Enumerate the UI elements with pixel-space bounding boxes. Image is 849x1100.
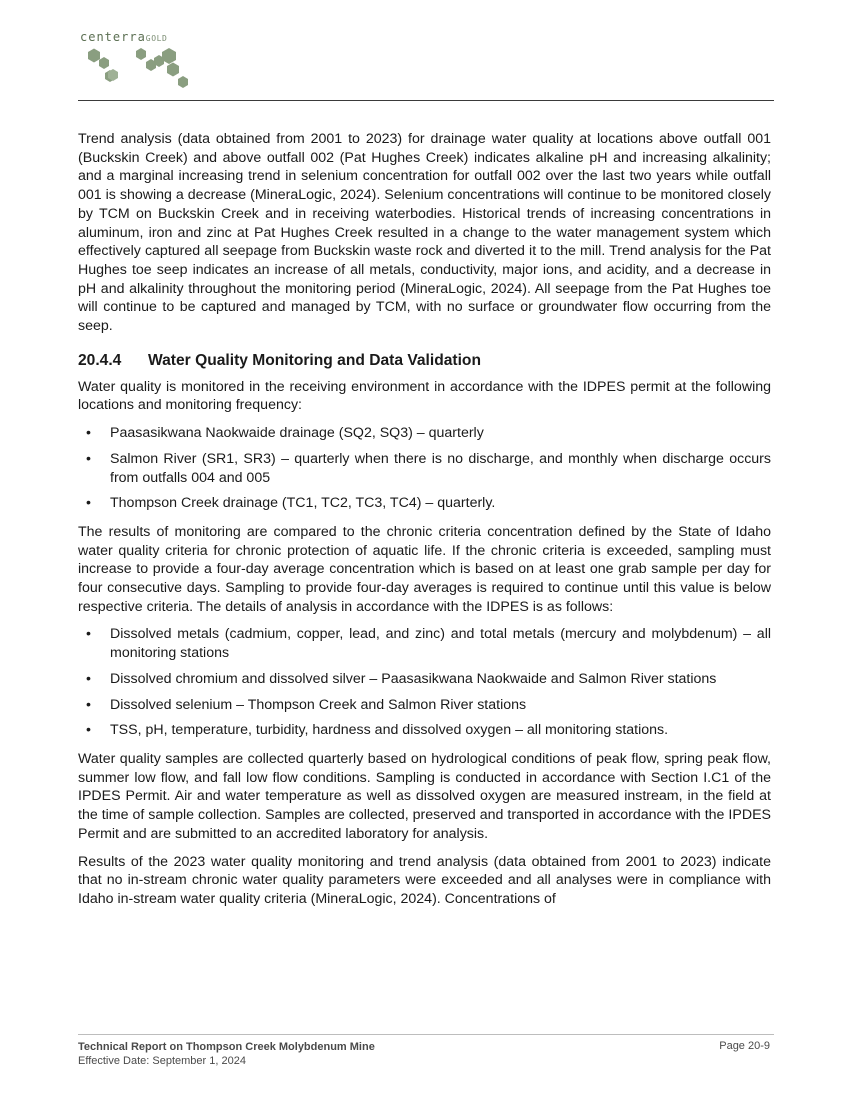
analysis-details-list bbox=[78, 625, 771, 740]
page-header bbox=[78, 26, 774, 101]
section-title: Water Quality Monitoring and Data Validation bbox=[148, 351, 481, 369]
bullet: • bbox=[86, 670, 91, 687]
list-item: • TSS, pH, temperature, turbidity, hardness and dissolved oxygen – all monitoring stations. bbox=[86, 722, 669, 739]
list-item: • Dissolved metals (cadmium, copper, lead, and zinc) and total metals (mercury and molybdenum) – all monitoring stations bbox=[86, 626, 771, 662]
list-item: • Salmon River (SR1, SR3) – quarterly when there is no discharge, and monthly when discharge occurs from outfalls 004 and 005 bbox=[86, 450, 771, 486]
bullet: • bbox=[86, 722, 91, 739]
monitoring-locations-list bbox=[78, 424, 771, 513]
page-footer bbox=[78, 1034, 774, 1068]
list-item: • Paasasikwana Naokwaide drainage (SQ2, SQ3) – quarterly bbox=[86, 425, 484, 442]
bullet: • bbox=[86, 495, 91, 512]
hexagon-logo-icon bbox=[80, 46, 200, 96]
section-number: 20.4.4 bbox=[78, 351, 122, 369]
paragraph-results: Results of the 2023 water quality monitoring and trend analysis (data obtained from 2001 to 2023) indicate that no in-stream chronic water quality parameters were exceeded and all analyses were in compliance with Idaho in-stream water quality criteria (MineraLogic, 2024). Concentrations of bbox=[78, 853, 771, 907]
company-logo-text bbox=[80, 30, 167, 44]
footer-report-title: Technical Report on Thompson Creek Molybdenum Mine bbox=[78, 1041, 375, 1053]
paragraph-trend-analysis: Trend analysis (data obtained from 2001 to 2023) for drainage water quality at locations above outfall 001 (Buckskin Creek) and above outfall 002 (Pat Hughes Creek) indicates alkaline pH and increasing alkalinity; and a marginal increasing trend in selenium concentration for outfall 002 over the last two years while outfall 001 is showing a decrease (MineraLogic, 2024). Selenium concentrations will continue to be monitored closely by TCM on Buckskin Creek and in receiving waterbodies. Historical trends of increasing concentrations in aluminum, iron and zinc at Pat Hughes Creek resulted in a change to the water management system which effectively captured all seepage from Buckskin waste rock and diverted it to the mill. Trend analysis for the Pat Hughes toe seep indicates an increase of all metals, conductivity, major ions, and acidity, and a decrease in pH and alkalinity throughout the monitoring period (MineraLogic, 2024). All seepage from the Pat Hughes toe will continue to be captured and managed by TCM, with no surface or groundwater flow occurring from the seep. bbox=[78, 131, 771, 335]
list-item: • Thompson Creek drainage (TC1, TC2, TC3, TC4) – quarterly. bbox=[86, 495, 496, 512]
list-item: • Dissolved chromium and dissolved silver – Paasasikwana Naokwaide and Salmon River stations bbox=[86, 670, 717, 687]
paragraph-chronic-criteria: The results of monitoring are compared to the chronic criteria concentration defined by the State of Idaho water quality criteria for chronic protection of aquatic life. If the chronic criteria is exceeded, sampling must increase to provide a four-day average concentration which is based on at least one grab sample per day for four consecutive days. Sampling to provide four-day averages is required to continue until this value is below respective criteria. The details of analysis in accordance with the IDPES is as follows: bbox=[78, 523, 771, 615]
paragraph-monitoring-intro: Water quality is monitored in the receiving environment in accordance with the IDPES permit at the following locations and monitoring frequency: bbox=[78, 378, 771, 414]
paragraph-sampling: Water quality samples are collected quarterly based on hydrological conditions of peak flow, spring peak flow, summer low flow, and fall low flow conditions. Sampling is conducted in accordance with Section I.C1 of the IPDES Permit. Air and water temperature as well as dissolved oxygen are measured instream, in the field at the time of sample collection. Samples are collected, preserved and transported in accordance with the IPDES Permit and are submitted to an accredited laboratory for analysis. bbox=[78, 750, 771, 842]
page-number: Page 20-9 bbox=[719, 1040, 770, 1052]
list-item: • Dissolved selenium – Thompson Creek and Salmon River stations bbox=[86, 696, 527, 713]
document-body bbox=[78, 130, 771, 918]
bullet: • bbox=[86, 425, 91, 442]
section-heading bbox=[78, 351, 771, 370]
bullet: • bbox=[86, 626, 91, 643]
logo-suffix-text: GOLD bbox=[145, 34, 168, 43]
footer-effective-date: Effective Date: September 1, 2024 bbox=[78, 1055, 246, 1067]
bullet: • bbox=[86, 450, 91, 467]
bullet: • bbox=[86, 696, 91, 713]
logo-main-text: centerra bbox=[80, 30, 146, 44]
